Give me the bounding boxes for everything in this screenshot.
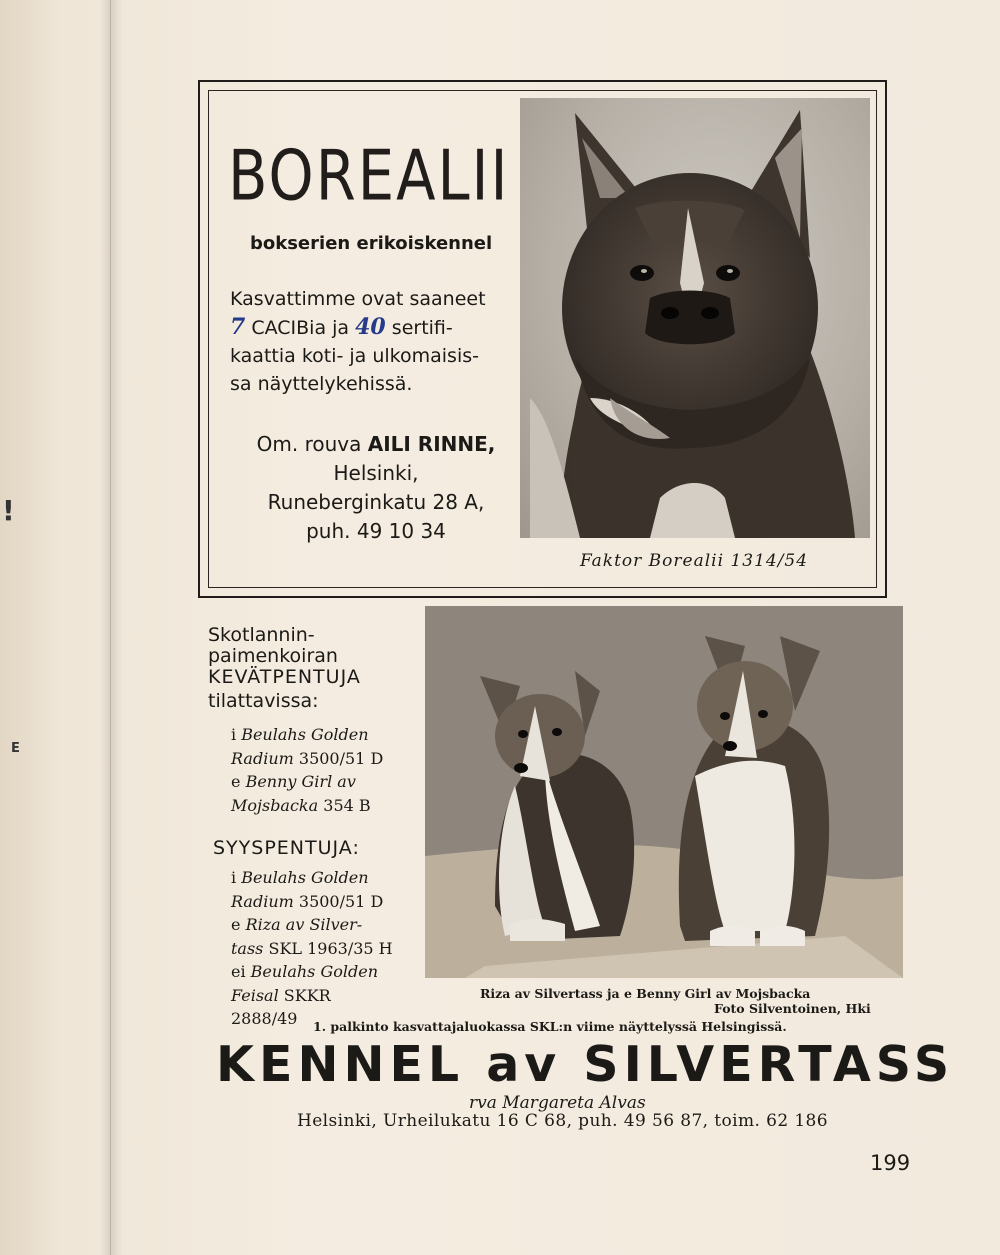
spring-sire-prefix: i bbox=[231, 725, 242, 744]
autumn-grandsire-prefix: ei bbox=[231, 962, 251, 981]
spring-sire-line bbox=[231, 723, 383, 747]
spring-dam-name: Benny Girl av bbox=[245, 772, 356, 791]
contact-city: Helsinki, bbox=[333, 461, 419, 485]
boxer-photo bbox=[520, 98, 870, 538]
autumn-heading: SYYSPENTUJA: bbox=[213, 837, 360, 859]
photo-credit: Foto Silventoinen, Hki bbox=[714, 1001, 871, 1016]
spring-sire-reg-line bbox=[231, 747, 383, 771]
autumn-sire-line bbox=[231, 866, 393, 890]
intro-line-4: tilattavissa: bbox=[208, 690, 319, 712]
boxer-dog-illustration bbox=[520, 98, 870, 538]
spring-dam-reg-line bbox=[231, 794, 383, 818]
spring-sire-reg: 3500/51 D bbox=[293, 748, 384, 768]
autumn-dam-prefix: e bbox=[231, 915, 246, 934]
autumn-dam-name-2: tass bbox=[231, 938, 264, 958]
page-number: 199 bbox=[870, 1151, 911, 1175]
autumn-grandsire-reg-line bbox=[231, 984, 393, 1008]
contact-street: Runeberginkatu 28 A, bbox=[267, 490, 485, 514]
spring-dam-name-2: Mojsbacka bbox=[231, 795, 319, 815]
borealii-contact bbox=[236, 430, 516, 546]
autumn-dam-line bbox=[231, 913, 393, 937]
shelties-photo-caption: Riza av Silvertass ja e Benny Girl av Mojsbacka bbox=[480, 986, 811, 1001]
contact-owner-line bbox=[236, 430, 516, 459]
shelties-photo bbox=[425, 606, 903, 978]
autumn-sire-name-2: Radium bbox=[231, 891, 294, 911]
kennel-owner: rva Margareta Alvas bbox=[469, 1093, 646, 1113]
contact-prefix: Om. rouva bbox=[256, 432, 368, 456]
contact-name: AILI RINNE, bbox=[367, 432, 496, 456]
spring-dam-reg: 354 B bbox=[318, 795, 371, 815]
autumn-grandsire-reg-2: 2888/49 bbox=[231, 1009, 298, 1028]
spring-sire-name-2: Radium bbox=[231, 748, 294, 768]
margin-fragment-letter: E bbox=[11, 741, 20, 756]
intro-line-2: paimenkoiran bbox=[208, 645, 338, 667]
book-gutter bbox=[100, 0, 122, 1255]
para-line-2 bbox=[230, 313, 520, 342]
para-line-2-end: sertifi- bbox=[385, 317, 453, 339]
kennel-title: KENNEL av SILVERTASS bbox=[216, 1036, 955, 1093]
autumn-grandsire-name-2: Feisal bbox=[231, 985, 279, 1005]
autumn-grandsire-line bbox=[231, 960, 393, 984]
autumn-sire-reg: 3500/51 D bbox=[293, 891, 384, 911]
autumn-grandsire-name: Beulahs Golden bbox=[250, 962, 379, 981]
autumn-sire-reg-line bbox=[231, 890, 393, 914]
intro-line-1: Skotlannin- bbox=[208, 624, 315, 646]
borealii-title: BOREALII bbox=[228, 137, 510, 217]
gutter-line bbox=[110, 0, 111, 1255]
autumn-pedigree bbox=[231, 866, 393, 1031]
margin-fragment-exclaim: ! bbox=[2, 494, 15, 527]
autumn-dam-name: Riza av Silver- bbox=[245, 915, 363, 934]
handwritten-number-cert: 40 bbox=[355, 314, 386, 340]
para-line-4: sa näyttelykehissä. bbox=[230, 373, 413, 395]
spring-sire-name: Beulahs Golden bbox=[241, 725, 369, 744]
award-line: 1. palkinto kasvattajaluokassa SKL:n viime näyttelyssä Helsingissä. bbox=[313, 1019, 787, 1034]
borealii-subtitle: bokserien erikoiskennel bbox=[250, 233, 493, 254]
autumn-grandsire-reg: SKKR bbox=[278, 985, 331, 1005]
para-line-3: kaattia koti- ja ulkomaisis- bbox=[230, 345, 479, 367]
autumn-dam-reg: SKL 1963/35 H bbox=[263, 938, 393, 958]
boxer-photo-caption: Faktor Borealii 1314/54 bbox=[580, 551, 809, 571]
handwritten-number-cacib: 7 bbox=[230, 314, 246, 340]
autumn-dam-reg-line bbox=[231, 937, 393, 961]
borealii-paragraph bbox=[230, 285, 520, 398]
para-line-2-text: CACIBia ja bbox=[245, 317, 356, 339]
kennel-address: Helsinki, Urheilukatu 16 C 68, puh. 49 56 87, toim. 62 186 bbox=[297, 1111, 828, 1131]
intro-line-3: KEVÄTPENTUJA bbox=[208, 666, 361, 688]
autumn-sire-prefix: i bbox=[231, 868, 242, 887]
autumn-sire-name: Beulahs Golden bbox=[241, 868, 369, 887]
para-line-1: Kasvattimme ovat saaneet bbox=[230, 288, 486, 310]
spring-dam-line bbox=[231, 770, 383, 794]
spring-pedigree bbox=[231, 723, 383, 817]
contact-phone: puh. 49 10 34 bbox=[306, 519, 446, 543]
shelties-illustration bbox=[425, 606, 903, 978]
spring-dam-prefix: e bbox=[231, 772, 246, 791]
